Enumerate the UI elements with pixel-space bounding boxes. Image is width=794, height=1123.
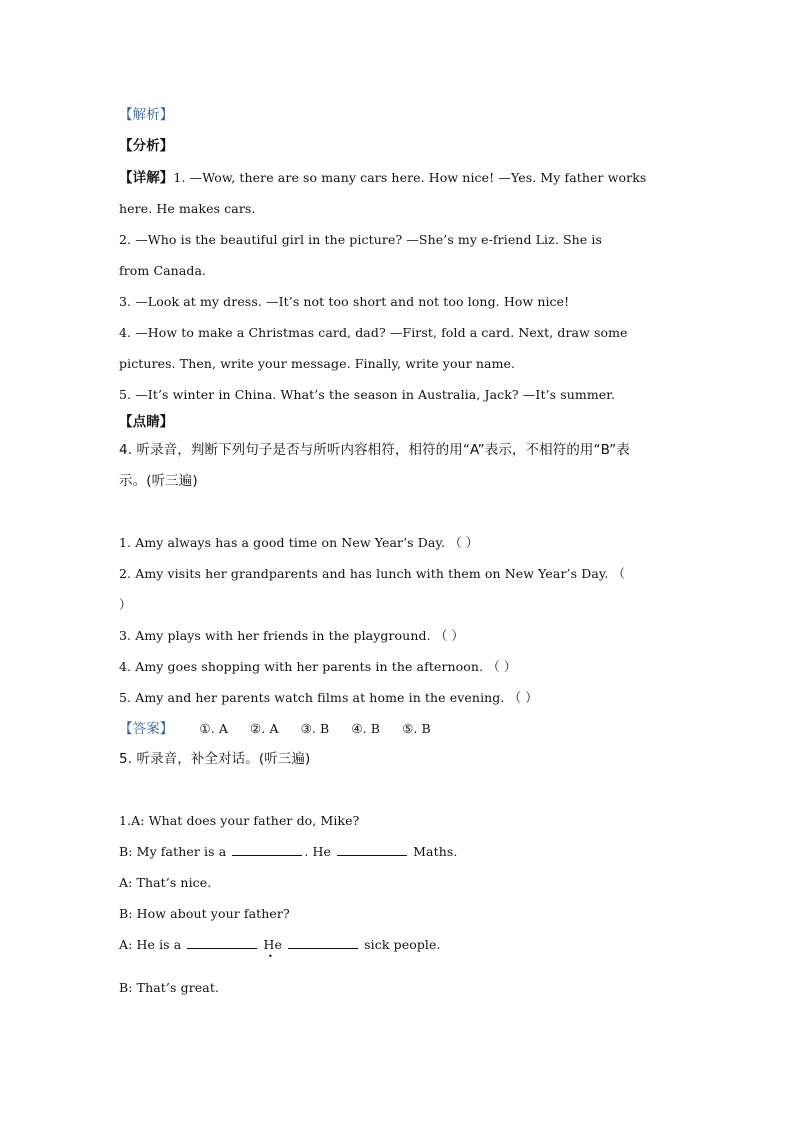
answer-blank-2[interactable] [337,844,407,856]
q4-item-5: 5. Amy and her parents watch films at home in the evening. （ ） [119,690,538,705]
q5-line-5-text-c: sick people. [364,937,441,952]
jiexi-heading: 【解析】 [119,107,174,123]
answer-4: ④. B [351,721,381,736]
q5-line-5-text-b: He [263,937,282,952]
q4-item-1: 1. Amy always has a good time on New Year’s Day. （ ） [119,535,479,550]
q5-line-2 [119,836,679,867]
q4-answer-line [119,713,679,744]
xiangjie-line-7: pictures. Then, write your message. Finally, write your name. [119,356,516,371]
xiangjie-line-8: 5. —It’s winter in China. What’s the season in Australia, Jack? —It’s summer. [119,387,616,402]
answer-blank-3[interactable] [187,937,257,949]
spacer [119,775,679,805]
answer-blank-1[interactable] [232,844,302,856]
emphasis-dot: • [268,952,273,961]
answer-3: ③. B [300,721,330,736]
q4-instruction-2: 示。(听三遍) [119,473,198,489]
answer-1: ①. A [199,721,228,736]
answer-5: ⑤. B [402,721,431,736]
q5-instruction: 5. 听录音，补全对话。(听三遍) [119,751,311,767]
q5-line-3: A: That’s nice. [119,875,212,890]
spacer [119,497,679,527]
q5-line-2-text-a: B: My father is a [119,844,227,859]
xiangjie-line-3: 2. —Who is the beautiful girl in the picture? —She’s my e-friend Liz. She is [119,232,602,247]
answer-2: ②. A [250,721,279,736]
q5-line-5 [119,929,679,960]
q5-line-6: B: That’s great. [119,980,220,995]
q5-line-1: 1.A: What does your father do, Mike? [119,813,360,828]
xiangjie-heading: 【详解】 [119,170,174,186]
q5-line-4: B: How about your father? [119,906,290,921]
fenxi-heading: 【分析】 [119,138,174,154]
dianjing-heading: 【点睛】 [119,414,174,430]
q4-item-3: 3. Amy plays with her friends in the playground. （ ） [119,628,465,643]
answer-blank-4[interactable] [288,937,358,949]
q5-line-2-text-c: Maths. [413,844,458,859]
xiangjie-line-4: from Canada. [119,263,207,278]
document-page [119,100,679,1003]
xiangjie-line-6: 4. —How to make a Christmas card, dad? —First, fold a card. Next, draw some [119,325,628,340]
answer-heading: 【答案】 [119,721,174,737]
q4-item-2: 2. Amy visits her grandparents and has lunch with them on New Year’s Day. （ [119,566,626,581]
xiangjie-line-5: 3. —Look at my dress. —It’s not too short and not too long. How nice! [119,294,570,309]
q5-line-2-text-b: . He [304,844,331,859]
q4-item-4: 4. Amy goes shopping with her parents in the afternoon. （ ） [119,659,517,674]
q5-line-5-text-a: A: He is a [119,937,182,952]
xiangjie-text: 1. —Wow, there are so many cars here. How nice! —Yes. My father works [173,170,647,185]
xiangjie-line-1 [119,162,679,193]
q4-instruction-1: 4. 听录音，判断下列句子是否与所听内容相符，相符的用“A”表示，不相符的用“B”表 [119,442,630,458]
xiangjie-line-2: here. He makes cars. [119,201,256,216]
q4-item-2-cont: ） [119,597,132,612]
